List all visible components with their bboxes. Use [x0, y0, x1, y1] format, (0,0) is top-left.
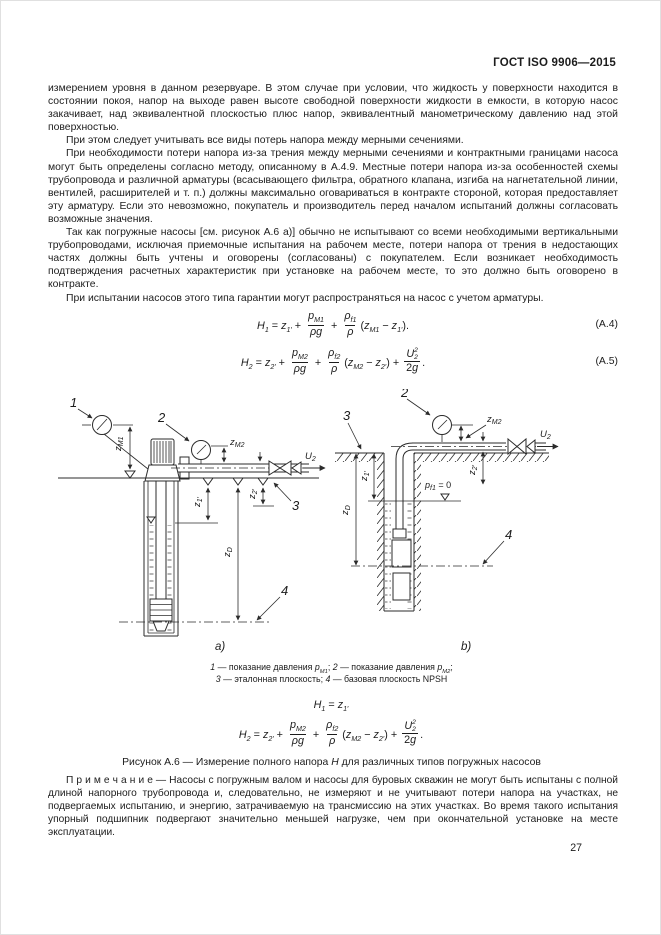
pipe-flange	[180, 457, 189, 464]
diagram-a	[58, 395, 325, 653]
callout-2-label: 2	[158, 410, 166, 425]
callout-4-label: 4	[505, 527, 513, 542]
dim-z1-label: $z_{1'}$	[359, 471, 371, 481]
equation-number: (А.4)	[595, 319, 618, 330]
dim-zm1-label: $z_{M1}$	[113, 436, 125, 451]
water-level-mark	[441, 494, 449, 500]
page-header: ГОСТ ISO 9906—2015	[493, 57, 616, 69]
dim-zd-label: $z_D$	[340, 505, 352, 515]
dim-zm2-label: $z_{M2}$	[230, 437, 245, 449]
paragraph: При испытании насосов этого типа гарантии могут распространяться на насос с учетом арматуры.	[66, 292, 544, 304]
pump-motor	[151, 439, 174, 465]
u2-label: $U_2$	[305, 451, 316, 463]
note-text: П р и м е ч а н и е — Насосы с погружным валом и насосы для буровых скважин не могут быть испытаны с полной длиной напорного трубопровода и, следовательно, не измеряют и не учитывают потери напора на участках, не подвергаемых испытанию, и энергию, затрачиваемую на трансмиссию на этих участках. Во время такого испытания упорный подшипник подвергают значительно меньшей нагрузке, чем при окончательной установке на месте эксплуатации.	[48, 775, 618, 838]
subfigure-a-label: а)	[215, 641, 226, 653]
pressure-gauge-1-icon	[93, 416, 112, 435]
subfigure-b-label: b)	[461, 641, 472, 653]
pressure-gauge-2-icon	[192, 441, 211, 465]
submersible-pump	[392, 529, 411, 600]
paragraph: измерением уровня в данном резервуаре. В этом случае при условии, что жидкость у поверхности находится в состоянии покоя, напор на выходе равен высоте свободной поверхности жидкости в емкости, в которую насос закачивает, над эквивалентной плоскостью плюс напор, эквивалентный манометрическому давлению над этой поверхностью.	[48, 83, 618, 134]
valve-icon	[508, 439, 535, 454]
dim-z2-label: $z_{2'}$	[247, 489, 259, 499]
body-text	[48, 82, 618, 305]
callout-2-label: 2	[401, 389, 409, 400]
diagram-b	[335, 389, 558, 653]
equation-number: (А.5)	[595, 356, 618, 367]
note-block	[48, 774, 618, 839]
pressure-gauge-2-icon	[433, 416, 452, 443]
callout-1-label: 1	[70, 395, 78, 410]
u2-label: $U_2$	[540, 429, 551, 441]
paragraph: При необходимости потери напора из-за трения между мерными сечениями и контрактными границами насоса могут быть определены согласно методу, описанному в А.4.9. Местные потери напора из-за особенностей схемы трубопровода и различной арматуры (всасывающего фильтра, обратного клапана, изгиба на нагнетательной линии, вентилей, расширителей и т. п.) должны максимально оговариваться в контракте стороной, которая предоставляет эту арматуру. Если это невозможно, покупатель и производитель перед началом испытаний должны согласовать возможные значения.	[48, 148, 618, 225]
formula-a5	[48, 341, 618, 383]
figure-caption: Рисунок А.6 — Измерение полного напора H для различных типов погружных насосов	[122, 757, 541, 768]
figure-legend-line2: 3 — эталонная плоскость; 4 — базовая плоскость NPSH	[215, 674, 448, 684]
paragraph: При этом следует учитывать все виды потерь напора между мерными сечениями.	[66, 135, 464, 147]
equation: $H_2 = z_{2'}$ + $\frac{p_{M2}}{\rho g}$ + $\frac{\rho_{f2}}{\rho}$ $(z_{M2} - z_{2'})$ + U 2 2 2g .	[240, 347, 426, 375]
dim-zd-label: $z_D$	[222, 547, 234, 557]
valve-icon	[269, 461, 301, 475]
formula-h2: $H_2 = z_{2'}$ + $\frac{p_{M2}}{\rho g}$ + $\frac{\rho_{f2}}{\rho}$ $(z_{M2} - z_{2'})$ + U 2 2 2g .	[238, 719, 424, 747]
page-number: 27	[570, 842, 582, 854]
paragraph: Так как погружные насосы [см. рисунок А.6 а)] обычно не испытывают со всеми необходимыми вертикальными трубопроводами, исключая приемочные испытания на рабочем месте, потери напора от трения в недостающих частях должны быть учтены и оговорены (согласованы) с покупателем. Если возникает необходимость подтверждения расчетных характеристик при установке на рабочем месте, то это должно быть оговорено в контракте.	[48, 227, 618, 291]
figure-legend-line1: 1 — показание давления $p_{M1}$; 2 — показание давления $p_{M2}$;	[210, 662, 453, 675]
formula-a4	[48, 306, 618, 344]
pf1-zero-label: $p_{f1} = 0$	[425, 480, 452, 492]
figure-a6-drawing	[41, 389, 621, 661]
dim-z2-label: $z_{2'}$	[467, 465, 479, 475]
formula-h1: $H_1 = z_{1'}$	[313, 699, 349, 714]
callout-3-label: 3	[292, 498, 300, 513]
callout-4-label: 4	[281, 583, 289, 598]
discharge-head	[145, 465, 180, 481]
dim-z1-label: $z_{1'}$	[192, 497, 204, 507]
callout-3-label: 3	[343, 408, 351, 423]
equation: $H_1 = z_{1'}$ + $\frac{p_{M1}}{\rho g}$ + $\frac{\rho_{f1}}{\rho}$ $(z_{M1} - z_{1'})$.	[257, 310, 409, 338]
dim-zm2-label: $z_{M2}$	[487, 414, 502, 426]
